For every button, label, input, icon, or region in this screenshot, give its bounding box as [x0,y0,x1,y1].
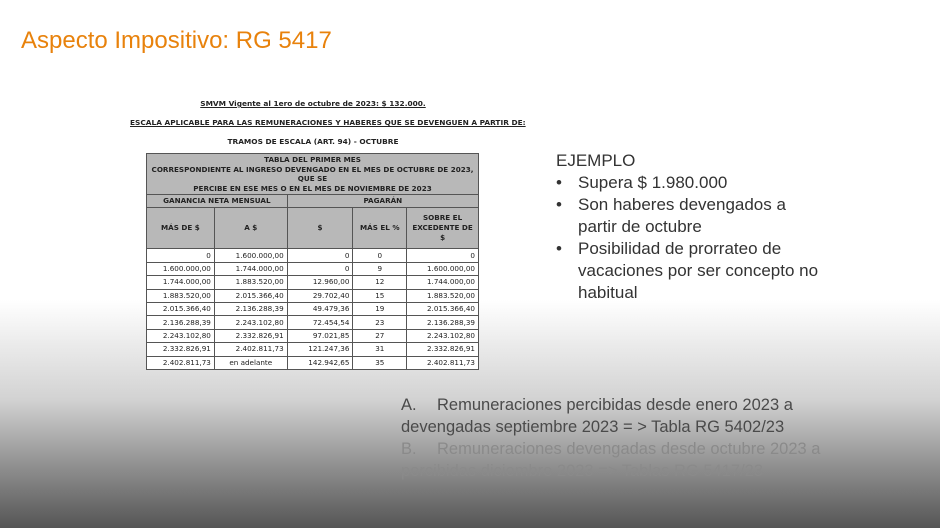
cell-mas-de: 2.332.826,91 [147,343,215,356]
cell-excedente: 2.136.288,39 [407,316,479,329]
col-header-pct: MÁS EL % [353,208,407,249]
col-header-mas-de: MÁS DE $ [147,208,215,249]
cell-a: 2.136.288,39 [214,302,287,315]
note-b-text-line1: Remuneraciones devengadas desde octubre 2023 a [437,440,821,458]
cell-mas-de: 1.744.000,00 [147,276,215,289]
list-item [556,238,886,304]
escala-heading: ESCALA APLICABLE PARA LAS REMUNERACIONES Y HABERES QUE SE DEVENGUEN A PARTIR DE: [130,118,526,127]
cell-excedente: 0 [407,249,479,262]
bullet-text: Supera $ 1.980.000 [578,173,728,192]
table-row [147,276,479,289]
cell-fixed: 97.021,85 [287,329,353,342]
cell-a: 2.332.826,91 [214,329,287,342]
cell-mas-de: 2.402.811,73 [147,356,215,369]
cell-pct: 35 [353,356,407,369]
cell-pct: 27 [353,329,407,342]
group-header-ganancia: GANANCIA NETA MENSUAL [147,195,288,208]
cell-pct: 31 [353,343,407,356]
list-item [556,172,886,194]
slide-title: Aspecto Impositivo: RG 5417 [21,27,332,54]
ejemplo-box [556,150,886,304]
cell-pct: 23 [353,316,407,329]
tax-bracket-table [146,153,479,370]
cell-pct: 15 [353,289,407,302]
table-title-line2: CORRESPONDIENTE AL INGRESO DEVENGADO EN EL MES DE OCTUBRE DE 2023, QUE SE [151,164,474,183]
cell-excedente: 2.015.366,40 [407,302,479,315]
bullet-icon: • [556,195,562,214]
tramos-heading: TRAMOS DE ESCALA (ART. 94) - OCTUBRE [227,137,399,146]
col-header-excedente: SOBRE EL EXCEDENTE DE $ [407,208,479,249]
note-a-label: A. [401,396,417,414]
smvm-heading: SMVM Vigente al 1ero de octubre de 2023: $ 132.000. [200,99,426,108]
table-row [147,302,479,315]
note-b [401,438,921,460]
bullet-icon: • [556,239,562,258]
note-a-cont [401,416,921,438]
group-header-pagaran: PAGARÁN [287,195,478,208]
cell-mas-de: 2.015.366,40 [147,302,215,315]
bullet-text: Son haberes devengados a partir de octubre [578,195,786,236]
notes-block [401,394,921,482]
table-row [147,249,479,262]
ejemplo-heading: EJEMPLO [556,151,636,170]
cell-mas-de: 1.883.520,00 [147,289,215,302]
cell-fixed: 29.702,40 [287,289,353,302]
note-a [401,394,921,416]
cell-fixed: 0 [287,249,353,262]
note-b-label: B. [401,440,417,458]
cell-mas-de: 2.136.288,39 [147,316,215,329]
table-row [147,289,479,302]
cell-fixed: 49.479,36 [287,302,353,315]
table-row [147,316,479,329]
table-title [147,154,479,195]
note-b-cont [401,460,921,482]
bullet-icon: • [556,173,562,192]
cell-excedente: 2.402.811,73 [407,356,479,369]
cell-a: 2.402.811,73 [214,343,287,356]
cell-pct: 9 [353,262,407,275]
list-item [556,194,886,238]
cell-mas-de: 2.243.102,80 [147,329,215,342]
table-row [147,356,479,369]
note-a-text-line1: Remuneraciones percibidas desde enero 2023 a [437,396,793,414]
cell-fixed: 0 [287,262,353,275]
cell-excedente: 1.883.520,00 [407,289,479,302]
bullet-text: Posibilidad de prorrateo de vacaciones por ser concepto no habitual [578,239,819,302]
cell-a: en adelante [214,356,287,369]
cell-a: 1.883.520,00 [214,276,287,289]
table-row [147,329,479,342]
note-a-text-line2: devengadas septiembre 2023 = > Tabla RG 5402/23 [401,418,785,436]
cell-a: 1.744.000,00 [214,262,287,275]
cell-a: 1.600.000,00 [214,249,287,262]
cell-pct: 19 [353,302,407,315]
table-title-line1: TABLA DEL PRIMER MES [264,155,361,164]
cell-a: 2.243.102,80 [214,316,287,329]
cell-excedente: 1.600.000,00 [407,262,479,275]
cell-pct: 0 [353,249,407,262]
cell-fixed: 142.942,65 [287,356,353,369]
cell-a: 2.015.366,40 [214,289,287,302]
cell-excedente: 1.744.000,00 [407,276,479,289]
table-row [147,262,479,275]
cell-fixed: 121.247,36 [287,343,353,356]
col-header-fixed: $ [287,208,353,249]
cell-mas-de: 0 [147,249,215,262]
col-header-a: A $ [214,208,287,249]
cell-mas-de: 1.600.000,00 [147,262,215,275]
cell-excedente: 2.332.826,91 [407,343,479,356]
cell-excedente: 2.243.102,80 [407,329,479,342]
table-row [147,343,479,356]
ejemplo-list [556,172,886,304]
cell-fixed: 12.960,00 [287,276,353,289]
cell-fixed: 72.454,54 [287,316,353,329]
table-title-line3: PERCIBE EN ESE MES O EN EL MES DE NOVIEMBRE DE 2023 [193,183,432,193]
note-b-text-line2: percibidas diciembre 2023 => Tablas RG 5417/23 [401,462,764,480]
cell-pct: 12 [353,276,407,289]
